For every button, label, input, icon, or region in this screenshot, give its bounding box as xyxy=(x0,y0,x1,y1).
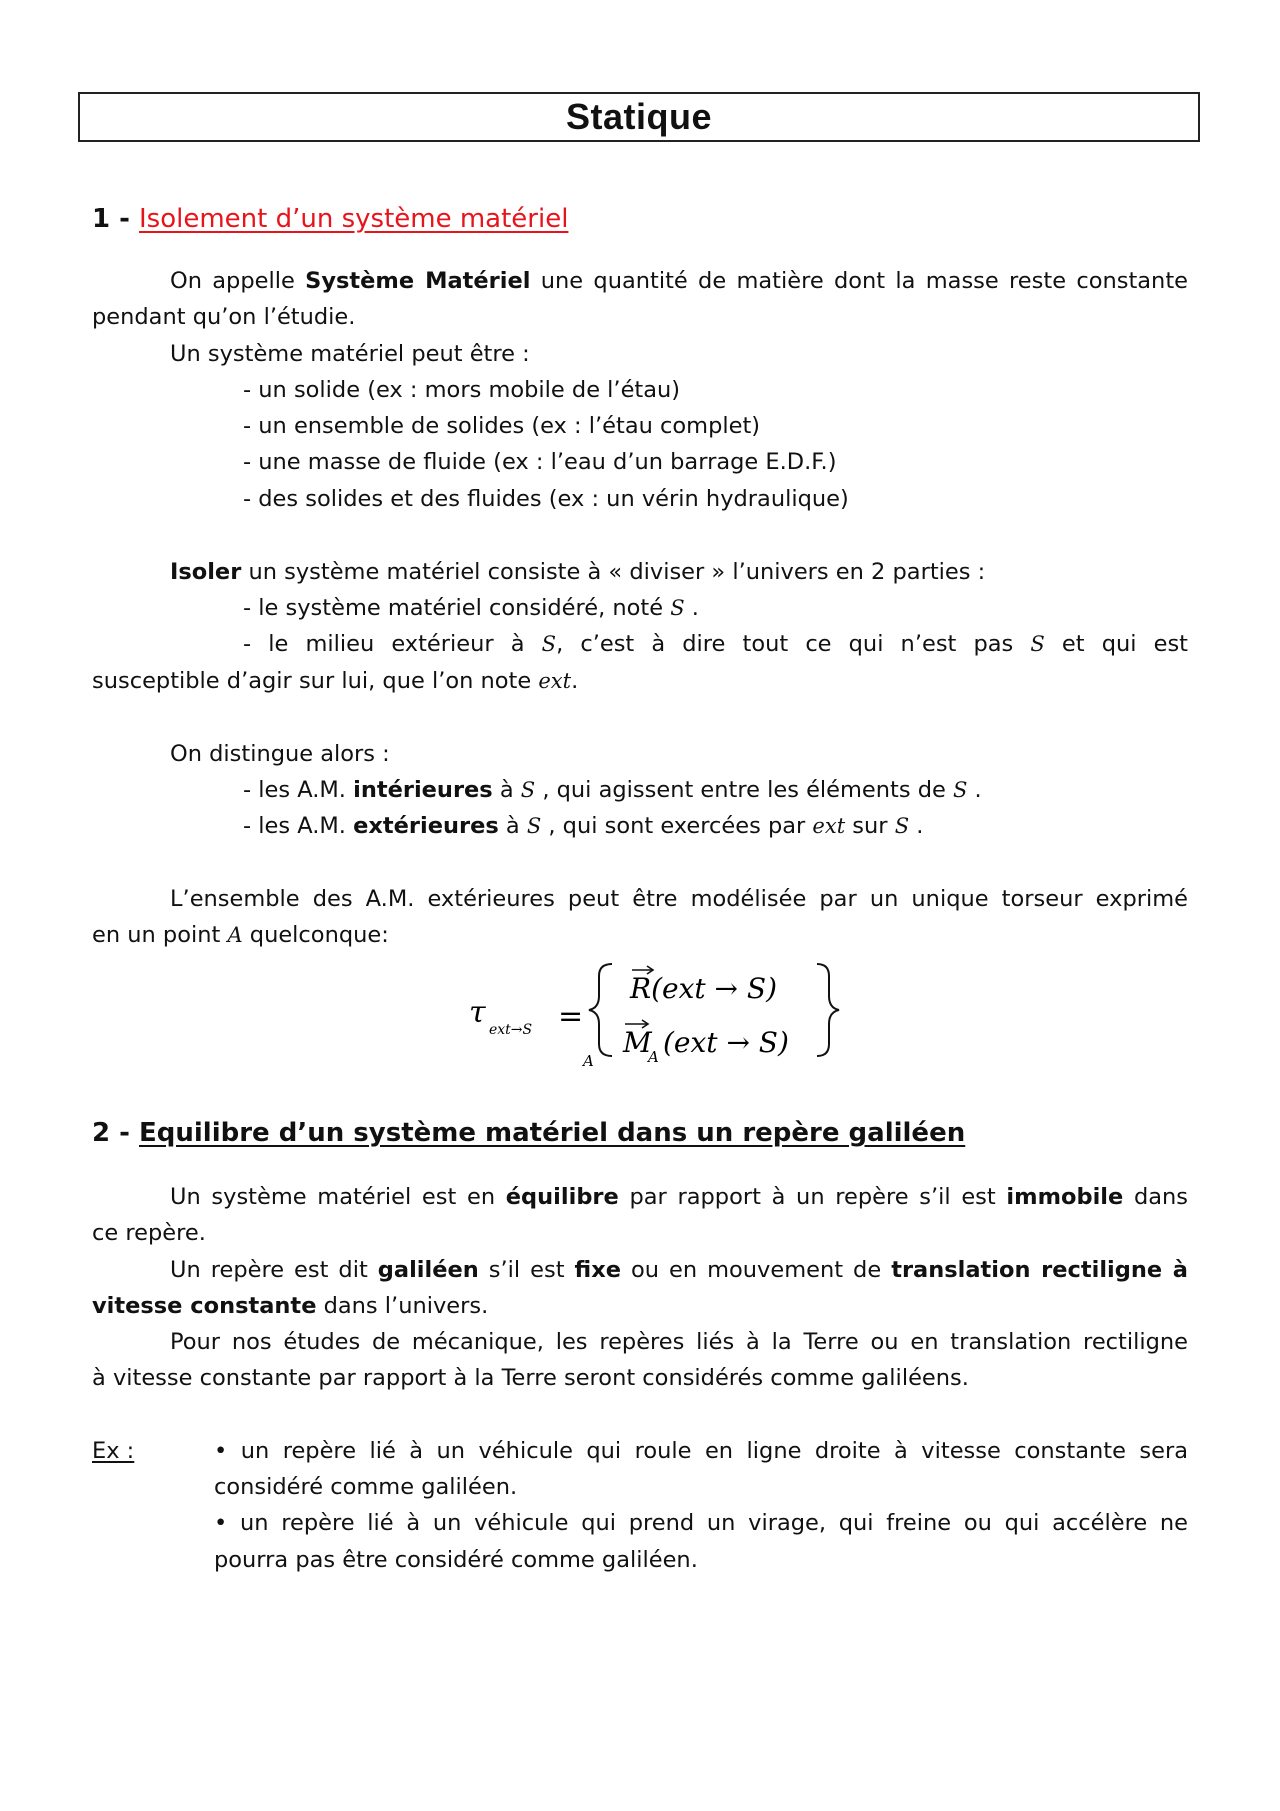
formula-brace-sub: A xyxy=(583,1052,594,1070)
paragraph: Pour nos études de mécanique, les repères liés à la Terre ou en translation rectiligne xyxy=(170,1329,1188,1355)
formula-resultant: R(ext → S) xyxy=(630,972,777,1005)
paragraph: à vitesse constante par rapport à la Terre seront considérés comme galiléens. xyxy=(92,1365,969,1391)
list-item: - des solides et des fluides (ex : un vérin hydraulique) xyxy=(243,486,849,512)
section-2-heading: 2 - Equilibre d’un système matériel dans un repère galiléen xyxy=(92,1118,966,1148)
torsor-formula xyxy=(465,952,845,1072)
paragraph: pendant qu’on l’étudie. xyxy=(92,304,356,330)
paragraph: L’ensemble des A.M. extérieures peut être modélisée par un unique torseur exprimé xyxy=(170,886,1188,912)
example-item: • un repère lié à un véhicule qui prend un virage, qui freine ou qui accélère ne xyxy=(214,1510,1188,1536)
paragraph: en un point A quelconque: xyxy=(92,922,389,948)
formula-lhs: τ xyxy=(469,995,486,1030)
list-item: - un ensemble de solides (ex : l’étau complet) xyxy=(243,413,761,439)
paragraph: On appelle Système Matériel une quantité de matière dont la masse reste constante xyxy=(170,268,1188,294)
section-1-title: Isolement d’un système matériel xyxy=(139,204,569,234)
list-item: - un solide (ex : mors mobile de l’étau) xyxy=(243,377,681,403)
formula-moment-sub: A xyxy=(648,1048,659,1066)
list-item: - le milieu extérieur à S, c’est à dire tout ce qui n’est pas S et qui est xyxy=(243,631,1189,657)
example-item: considéré comme galiléen. xyxy=(214,1474,518,1500)
example-item: • un repère lié à un véhicule qui roule en ligne droite à vitesse constante sera xyxy=(214,1438,1188,1464)
example-item: pourra pas être considéré comme galiléen. xyxy=(214,1547,698,1573)
formula-right-brace xyxy=(817,964,839,1056)
paragraph: ce repère. xyxy=(92,1220,206,1246)
formula-moment: M xyxy=(623,1026,652,1059)
paragraph: On distingue alors : xyxy=(170,741,390,767)
list-item: - une masse de fluide (ex : l’eau d’un barrage E.D.F.) xyxy=(243,449,837,475)
paragraph: Un système matériel est en équilibre par rapport à un repère s’il est immobile dans xyxy=(170,1184,1189,1210)
paragraph: vitesse constante dans l’univers. xyxy=(92,1293,489,1319)
list-item: - les A.M. intérieures à S , qui agissent entre les éléments de S . xyxy=(243,777,982,803)
page-title: Statique xyxy=(565,96,712,137)
formula-equals: = xyxy=(558,999,584,1034)
section-1-heading: 1 - Isolement d’un système matériel xyxy=(92,204,569,234)
list-item: - le système matériel considéré, noté S . xyxy=(243,595,699,621)
paragraph: Un repère est dit galiléen s’il est fixe ou en mouvement de translation rectiligne à xyxy=(170,1257,1188,1283)
section-2-title: Equilibre d’un système matériel dans un repère galiléen xyxy=(139,1118,966,1148)
formula-lhs-sub: ext→S xyxy=(489,1022,533,1038)
paragraph: susceptible d’agir sur lui, que l’on note ext. xyxy=(92,668,579,694)
formula-left-brace xyxy=(589,964,612,1056)
list-item: - les A.M. extérieures à S , qui sont exercées par ext sur S . xyxy=(243,813,924,839)
paragraph: Isoler un système matériel consiste à « diviser » l’univers en 2 parties : xyxy=(170,559,986,585)
example-label: Ex : xyxy=(92,1438,135,1464)
formula-moment-arg: (ext → S) xyxy=(663,1026,789,1059)
paragraph: Un système matériel peut être : xyxy=(170,341,530,367)
title-box xyxy=(78,92,1200,142)
